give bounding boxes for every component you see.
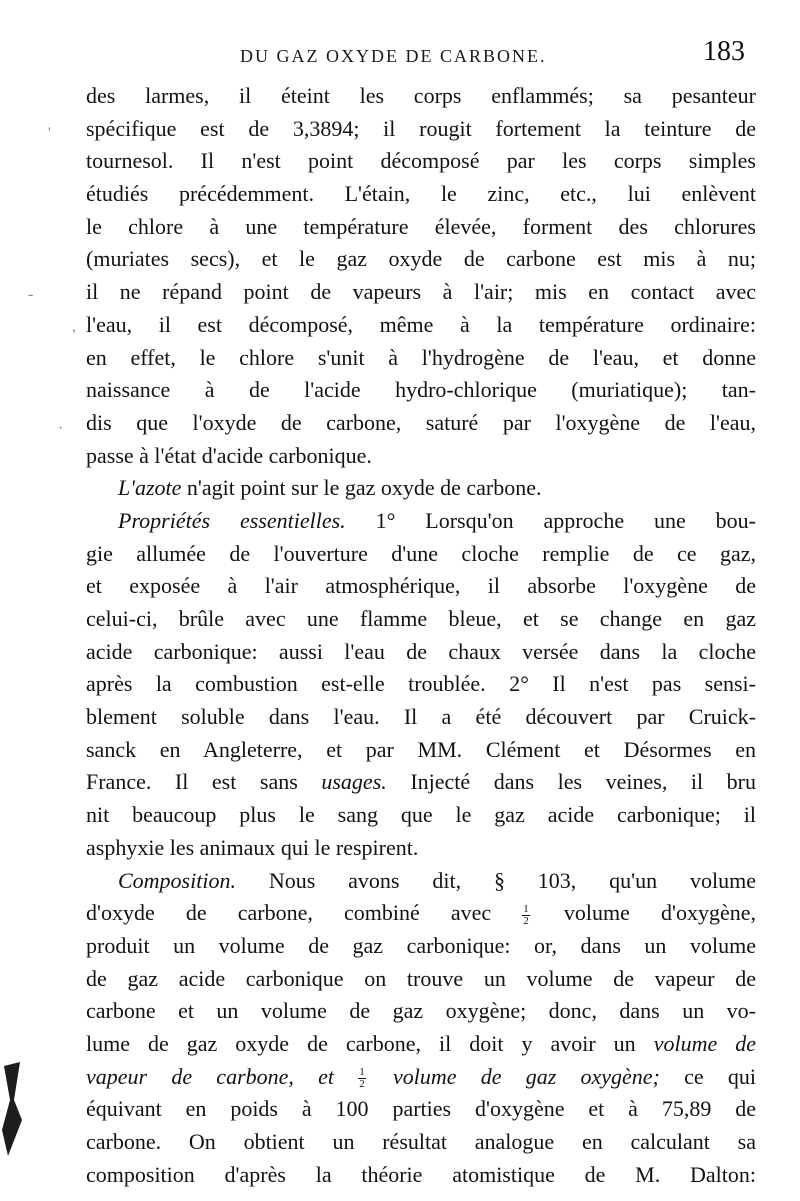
text-line <box>86 309 756 342</box>
text-line <box>86 701 756 734</box>
text-line <box>86 80 756 113</box>
text-span: équivant en poids à 100 parties d'oxygène et à 75,89 de <box>86 1096 756 1122</box>
text-span: n'agit point sur le gaz oxyde de carbone. <box>181 475 542 501</box>
text-span: étudiés précédemment. L'étain, le zinc, etc., lui enlèvent <box>86 181 756 207</box>
text-span: volume d'oxygène, <box>532 900 756 926</box>
text-line <box>86 930 756 963</box>
text-span: des larmes, il éteint les corps enflammés; sa pesanteur <box>86 83 756 108</box>
text-span: passe à l'état d'acide carbonique. <box>86 442 372 468</box>
text-line <box>86 603 756 636</box>
text-line <box>86 995 756 1028</box>
margin-mark: , <box>72 318 76 335</box>
text-span: 1° Lorsqu'on approche une bou- <box>345 507 756 533</box>
fraction-denominator: 2 <box>523 914 529 927</box>
text-line <box>86 963 756 996</box>
text-span: lume de gaz oxyde de carbone, il doit y avoir un <box>86 1030 654 1056</box>
text-span: dis que l'oxyde de carbone, saturé par l'oxygène de l'eau, <box>86 409 756 435</box>
text-line <box>86 211 756 244</box>
fraction-denominator: 2 <box>359 1078 365 1091</box>
margin-mark: - <box>28 286 34 303</box>
text-span: nit beaucoup plus le sang que le gaz acide carbonique; il <box>86 802 756 828</box>
margin-mark: ' <box>48 125 51 142</box>
italic-text: Composition. <box>118 867 236 893</box>
text-span: produit un volume de gaz carbonique: or, dans un volume <box>86 932 756 958</box>
text-line <box>86 1093 756 1126</box>
text-line <box>86 145 756 178</box>
text-span: France. Il est sans <box>86 769 322 795</box>
text-span: en effet, le chlore s'unit à l'hydrogène de l'eau, et donne <box>86 344 756 370</box>
running-title: DU GAZ OXYDE DE CARBONE. <box>240 46 547 66</box>
italic-text: usages. <box>321 769 387 795</box>
text-span: celui-ci, brûle avec une flamme bleue, et se change en gaz <box>86 606 756 631</box>
text-span: naissance à de l'acide hydro-chlorique (muriatique); tan- <box>86 377 756 403</box>
text-line <box>86 1028 756 1061</box>
text-span: d'oxyde de carbone, combiné avec <box>86 900 523 926</box>
text-line <box>86 897 756 930</box>
text-line <box>86 799 756 832</box>
text-span: spécifique est de 3,3894; il rougit fortement la teinture de <box>86 115 756 141</box>
text-line <box>86 1159 756 1192</box>
italic-text: volume de <box>653 1030 756 1056</box>
text-line <box>86 440 756 473</box>
fraction <box>522 904 530 927</box>
text-line <box>86 734 756 767</box>
text-span: gie allumée de l'ouverture d'une cloche remplie de ce gaz, <box>86 540 756 566</box>
text-line <box>86 1126 756 1159</box>
text-span: acide carbonique: aussi l'eau de chaux versée dans la cloche <box>86 638 756 664</box>
text-span: blement soluble dans l'eau. Il a été découvert par Cruick- <box>86 704 756 730</box>
text-span: ce qui <box>659 1063 756 1089</box>
page-number: 183 <box>703 36 745 67</box>
text-line <box>86 570 756 603</box>
text-line <box>86 243 756 276</box>
text-line <box>86 636 756 669</box>
text-line <box>86 865 756 898</box>
text-span: après la combustion est-elle troublée. 2° Il n'est pas sensi- <box>86 671 756 697</box>
text-span: Nous avons dit, § 103, qu'un volume <box>235 867 756 893</box>
text-line <box>86 342 756 375</box>
text-line <box>86 1061 756 1094</box>
text-span: sanck en Angleterre, et par MM. Clément et Désormes en <box>86 736 756 762</box>
text-line <box>86 766 756 799</box>
italic-text: Propriétés essentielles. <box>118 507 346 533</box>
fraction <box>358 1067 366 1090</box>
text-span: il ne répand point de vapeurs à l'air; mis en contact avec <box>86 279 756 305</box>
text-line <box>86 832 756 865</box>
text-span: tournesol. Il n'est point décomposé par les corps simples <box>86 148 756 174</box>
text-span: de gaz acide carbonique on trouve un volume de vapeur de <box>86 965 756 991</box>
ink-smudge <box>0 1060 26 1160</box>
text-span: l'eau, il est décomposé, même à la température ordinaire: <box>86 311 756 337</box>
italic-text: vapeur de carbone, et <box>86 1063 359 1089</box>
text-span: composition d'après la théorie atomistique de M. Dalton: <box>86 1161 756 1187</box>
text-span: et exposée à l'air atmosphérique, il absorbe l'oxygène de <box>86 573 756 599</box>
text-line <box>86 505 756 538</box>
text-line <box>86 113 756 146</box>
italic-text: volume de gaz oxygène; <box>368 1063 660 1089</box>
fraction-numerator: 1 <box>359 1066 365 1079</box>
margin-mark: · <box>58 420 64 437</box>
text-span: asphyxie les animaux qui le respirent. <box>86 834 419 860</box>
text-span: (muriates secs), et le gaz oxyde de carbone est mis à nu; <box>86 246 756 272</box>
italic-text: azote <box>134 475 182 501</box>
fraction-numerator: 1 <box>523 902 529 915</box>
text-line <box>86 407 756 440</box>
italic-text: L' <box>118 475 135 501</box>
text-line <box>86 538 756 571</box>
text-line <box>86 178 756 211</box>
text-span: Injecté dans les veines, il bru <box>386 769 756 795</box>
running-head <box>0 36 800 76</box>
text-line <box>86 374 756 407</box>
text-span: carbone. On obtient un résultat analogue en calculant sa <box>86 1129 756 1154</box>
text-line <box>86 472 756 505</box>
text-span: carbone et un volume de gaz oxygène; donc, dans un vo- <box>86 998 756 1024</box>
text-line <box>86 668 756 701</box>
body-text <box>86 80 756 1191</box>
text-line <box>86 276 756 309</box>
text-span: le chlore à une température élevée, forment des chlorures <box>86 213 756 239</box>
